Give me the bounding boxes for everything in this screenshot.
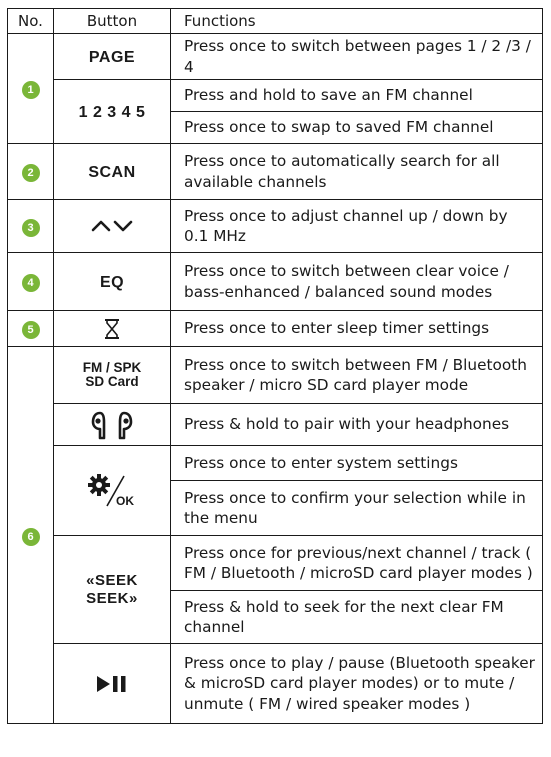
mode-button-line: FM / SPK xyxy=(82,359,142,375)
group-number-cell xyxy=(8,144,54,200)
function-cell: Press once to switch between FM / Bluetooth speaker / micro SD card player mode xyxy=(171,347,543,404)
header-button: Button xyxy=(54,9,171,34)
table-row xyxy=(8,446,543,481)
earbuds-icon xyxy=(90,414,134,433)
seek-button-label xyxy=(86,572,138,608)
button-cell xyxy=(54,253,171,311)
group-number-cell xyxy=(8,347,54,724)
header-no: No. xyxy=(8,9,54,34)
table-row xyxy=(8,200,543,253)
button-functions-table xyxy=(7,8,543,724)
seek-forward-line: SEEK» xyxy=(86,589,138,607)
scan-button-label: SCAN xyxy=(88,163,136,181)
ok-label: OK xyxy=(116,493,134,508)
mode-button-line: SD Card xyxy=(85,373,139,389)
page-button-label: PAGE xyxy=(88,48,136,66)
button-cell xyxy=(54,347,171,404)
function-cell: Press once to confirm your selection while in the menu xyxy=(171,481,543,536)
header-row xyxy=(8,9,543,34)
table-row xyxy=(8,536,543,591)
function-cell: Press once to enter system settings xyxy=(171,446,543,481)
table-row xyxy=(8,34,543,80)
header-functions: Functions xyxy=(171,9,543,34)
mode-button-label xyxy=(83,361,142,389)
function-cell: Press once to switch between clear voice / bass-enhanced / balanced sound modes xyxy=(171,253,543,311)
group-number-badge: 4 xyxy=(22,274,40,292)
function-cell: Press & hold to seek for the next clear FM channel xyxy=(171,591,543,644)
group-number-badge: 5 xyxy=(22,321,40,339)
group-number-badge: 6 xyxy=(22,528,40,546)
group-number-badge: 2 xyxy=(22,164,40,182)
button-cell xyxy=(54,34,171,80)
preset-buttons-label: 1 2 3 4 5 xyxy=(78,103,146,121)
function-cell: Press once to enter sleep timer settings xyxy=(171,311,543,347)
function-cell: Press & hold to pair with your headphones xyxy=(171,404,543,446)
table-row xyxy=(8,80,543,112)
button-cell xyxy=(54,200,171,253)
function-cell: Press once to play / pause (Bluetooth speaker & microSD card player modes) or to mute / unmute ( FM / wired speaker modes ) xyxy=(171,644,543,724)
table-row xyxy=(8,347,543,404)
table-row xyxy=(8,311,543,347)
gear-ok-icon xyxy=(87,480,137,508)
button-cell xyxy=(54,311,171,347)
play-pause-icon xyxy=(95,673,129,692)
function-cell: Press once to switch between pages 1 / 2 /3 / 4 xyxy=(171,34,543,80)
button-cell xyxy=(54,144,171,200)
chevron-up-down-icon xyxy=(90,216,134,235)
table-row xyxy=(8,144,543,200)
hourglass-icon xyxy=(103,318,121,337)
button-cell xyxy=(54,644,171,724)
function-cell: Press and hold to save an FM channel xyxy=(171,80,543,112)
group-number-cell xyxy=(8,311,54,347)
button-cell xyxy=(54,446,171,536)
table-row xyxy=(8,253,543,311)
function-cell: Press once to automatically search for all available channels xyxy=(171,144,543,200)
function-cell: Press once for previous/next channel / track ( FM / Bluetooth / microSD card player modes ) xyxy=(171,536,543,591)
eq-button-label: EQ xyxy=(99,273,125,291)
button-cell xyxy=(54,536,171,644)
group-number-cell xyxy=(8,34,54,144)
seek-back-line: «SEEK xyxy=(86,571,138,589)
group-number-cell xyxy=(8,253,54,311)
function-cell: Press once to swap to saved FM channel xyxy=(171,112,543,144)
table-row xyxy=(8,404,543,446)
group-number-cell xyxy=(8,200,54,253)
function-cell: Press once to adjust channel up / down by 0.1 MHz xyxy=(171,200,543,253)
button-cell xyxy=(54,404,171,446)
group-number-badge: 1 xyxy=(22,81,40,99)
table-row xyxy=(8,644,543,724)
group-number-badge: 3 xyxy=(22,219,40,237)
button-cell xyxy=(54,80,171,144)
